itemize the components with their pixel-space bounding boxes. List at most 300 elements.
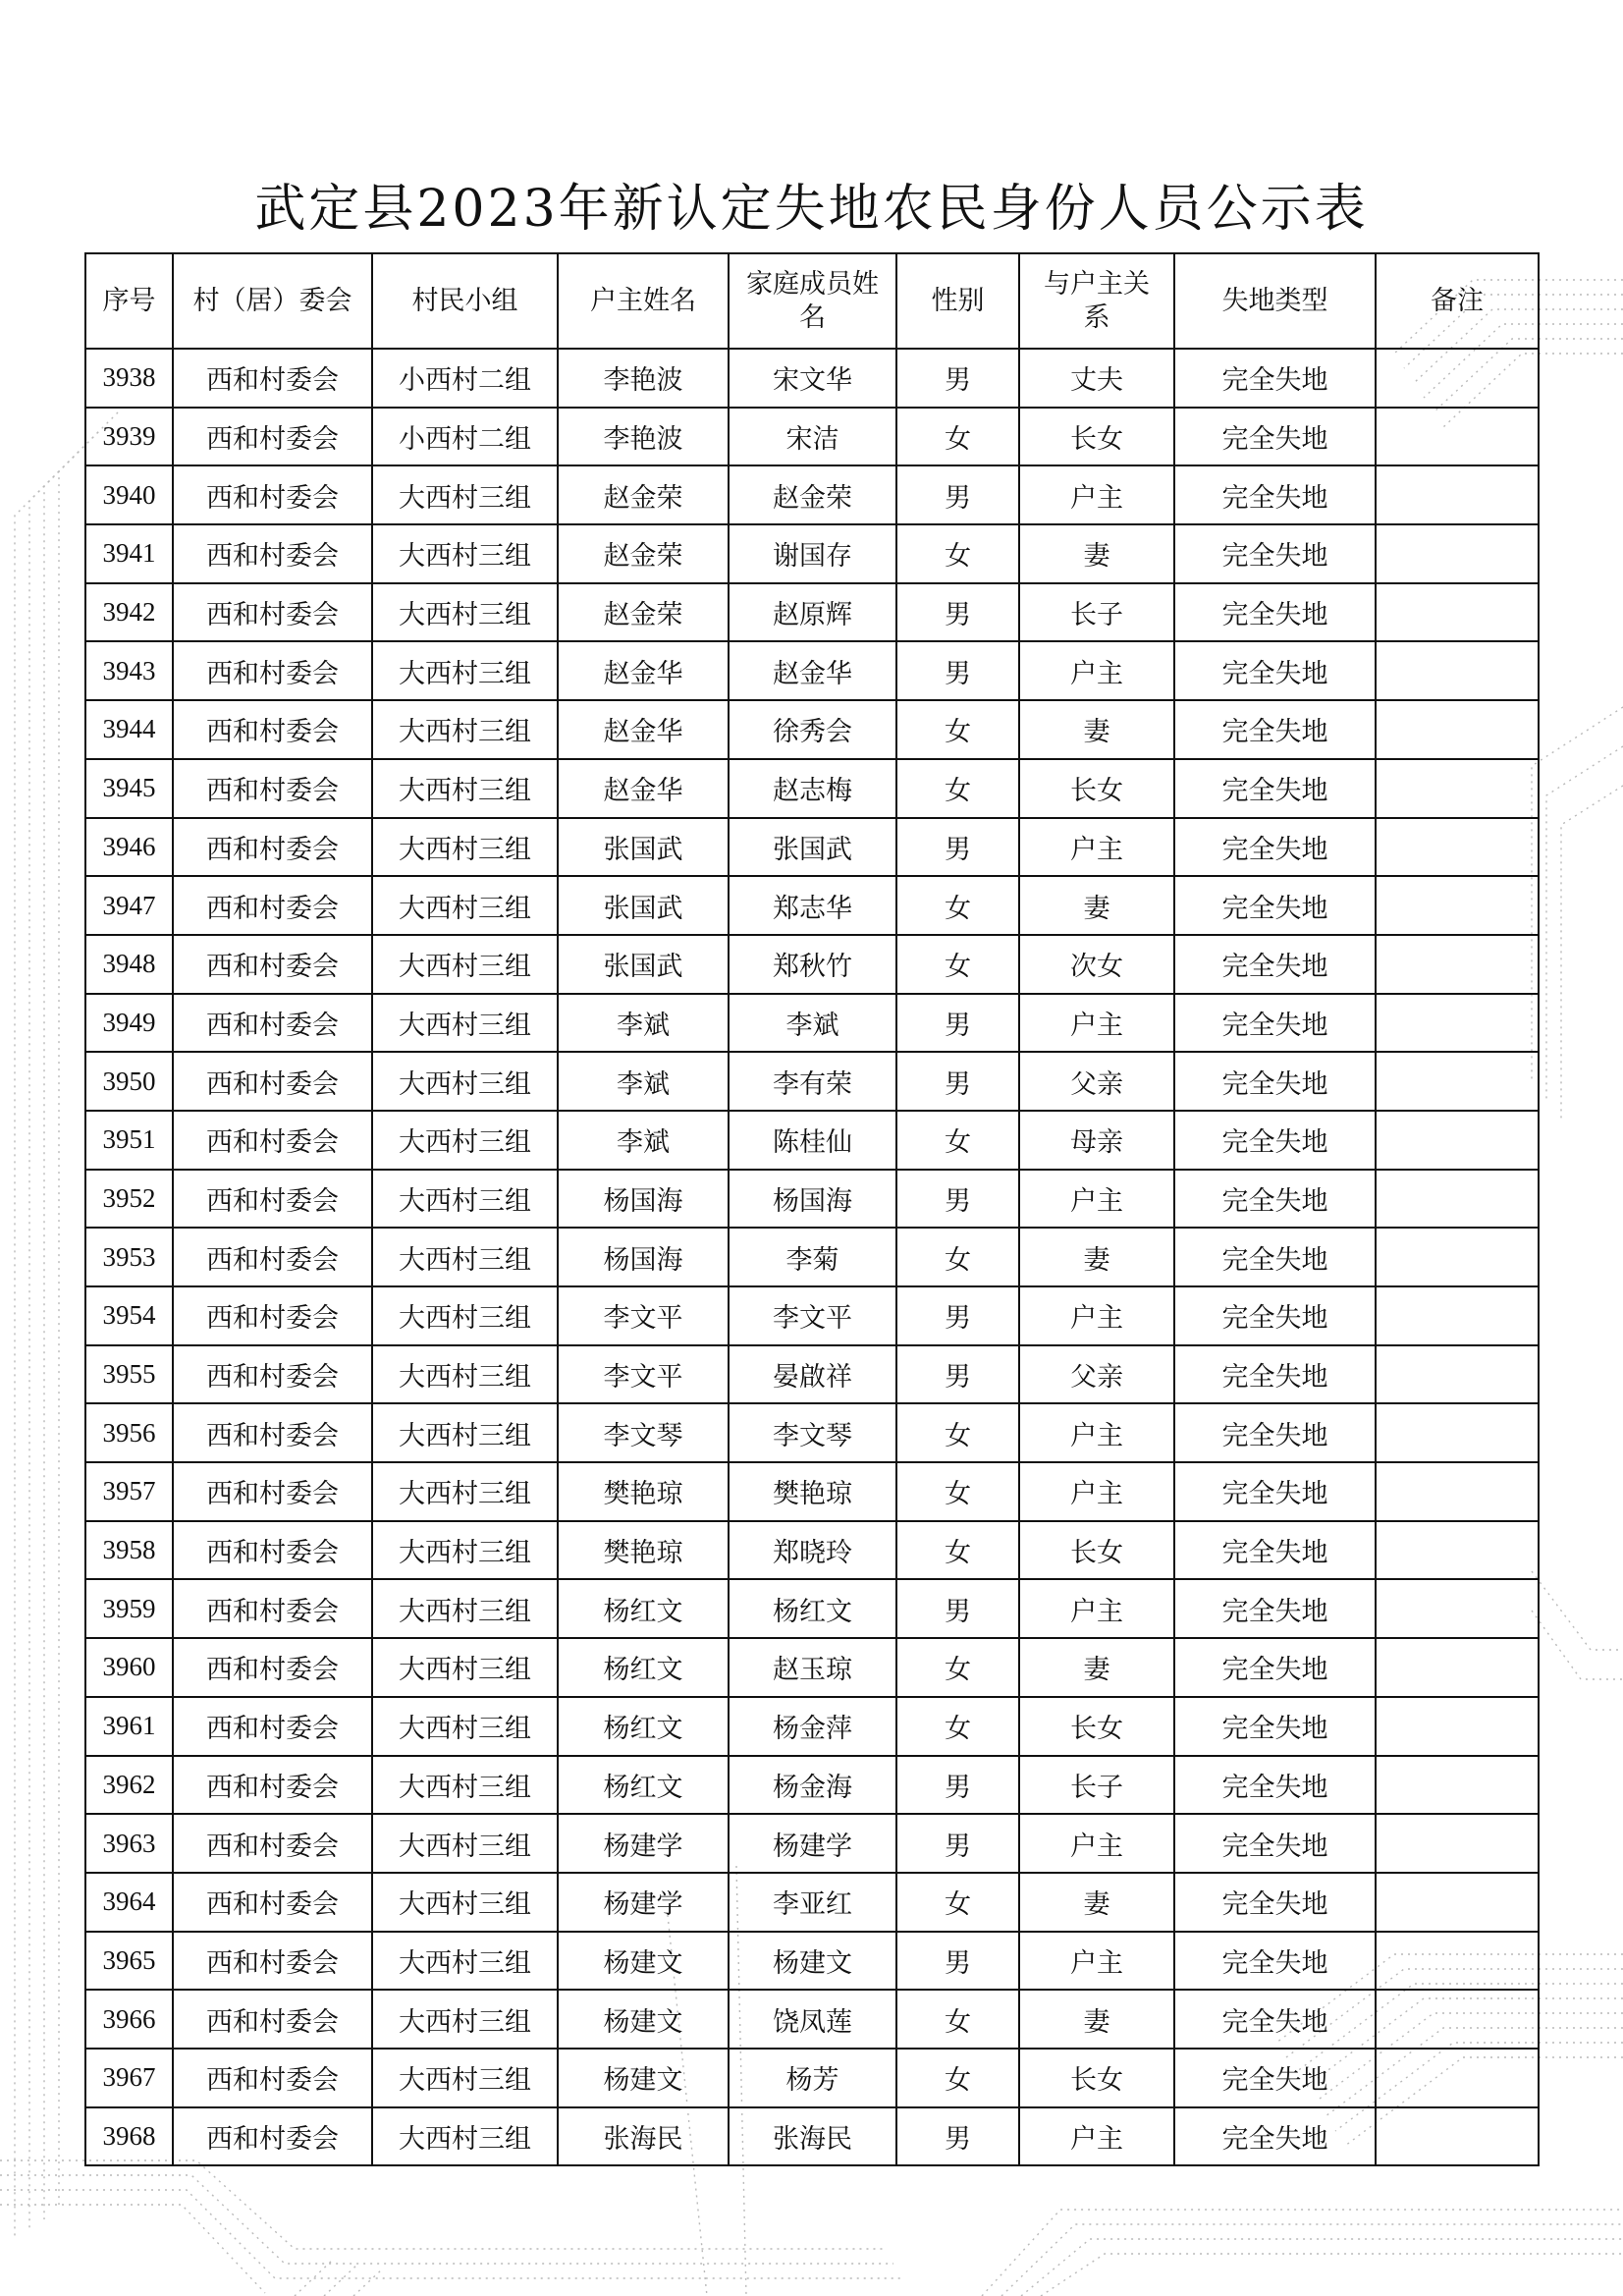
cell-no: 3966 <box>85 1990 173 2049</box>
table-row <box>85 465 1539 524</box>
cell-land-loss-type: 完全失地 <box>1174 1462 1376 1521</box>
cell-remarks <box>1376 2049 1539 2107</box>
cell-land-loss-type: 完全失地 <box>1174 1814 1376 1873</box>
cell-village-committee: 西和村委会 <box>173 1052 372 1111</box>
cell-gender: 男 <box>896 818 1019 877</box>
roster-table <box>84 252 1540 2166</box>
cell-relation: 妻 <box>1019 1990 1174 2049</box>
cell-village-committee: 西和村委会 <box>173 1990 372 2049</box>
cell-land-loss-type: 完全失地 <box>1174 1990 1376 2049</box>
table-row <box>85 524 1539 583</box>
cell-gender: 男 <box>896 1756 1019 1815</box>
header-gender: 性别 <box>896 253 1019 349</box>
table-row <box>85 2107 1539 2166</box>
cell-remarks <box>1376 524 1539 583</box>
cell-relation: 户主 <box>1019 1814 1174 1873</box>
cell-gender: 女 <box>896 1111 1019 1170</box>
cell-village-committee: 西和村委会 <box>173 1286 372 1345</box>
header-row <box>85 253 1539 349</box>
table-row <box>85 994 1539 1053</box>
cell-relation: 户主 <box>1019 994 1174 1053</box>
cell-no: 3968 <box>85 2107 173 2166</box>
table-row <box>85 876 1539 935</box>
cell-householder: 赵金荣 <box>558 524 729 583</box>
cell-householder: 杨红文 <box>558 1579 729 1638</box>
cell-village-committee: 西和村委会 <box>173 935 372 994</box>
cell-householder: 张国武 <box>558 818 729 877</box>
cell-villager-group: 大西村三组 <box>372 759 558 818</box>
cell-land-loss-type: 完全失地 <box>1174 1170 1376 1229</box>
cell-land-loss-type: 完全失地 <box>1174 1052 1376 1111</box>
cell-relation: 母亲 <box>1019 1111 1174 1170</box>
cell-land-loss-type: 完全失地 <box>1174 1228 1376 1286</box>
cell-remarks <box>1376 1697 1539 1756</box>
cell-family-member: 郑秋竹 <box>729 935 896 994</box>
cell-householder: 李艳波 <box>558 349 729 408</box>
cell-remarks <box>1376 408 1539 466</box>
header-remarks: 备注 <box>1376 253 1539 349</box>
cell-householder: 李文平 <box>558 1286 729 1345</box>
cell-no: 3954 <box>85 1286 173 1345</box>
cell-family-member: 杨红文 <box>729 1579 896 1638</box>
cell-land-loss-type: 完全失地 <box>1174 935 1376 994</box>
cell-householder: 杨国海 <box>558 1228 729 1286</box>
cell-land-loss-type: 完全失地 <box>1174 349 1376 408</box>
table-row <box>85 759 1539 818</box>
cell-no: 3967 <box>85 2049 173 2107</box>
cell-villager-group: 小西村二组 <box>372 349 558 408</box>
table-row <box>85 1873 1539 1932</box>
cell-gender: 女 <box>896 1403 1019 1462</box>
cell-no: 3962 <box>85 1756 173 1815</box>
cell-villager-group: 大西村三组 <box>372 524 558 583</box>
cell-village-committee: 西和村委会 <box>173 1521 372 1580</box>
cell-householder: 李文琴 <box>558 1403 729 1462</box>
cell-gender: 男 <box>896 465 1019 524</box>
cell-family-member: 李斌 <box>729 994 896 1053</box>
cell-remarks <box>1376 2107 1539 2166</box>
cell-villager-group: 小西村二组 <box>372 408 558 466</box>
cell-village-committee: 西和村委会 <box>173 994 372 1053</box>
cell-relation: 妻 <box>1019 876 1174 935</box>
cell-village-committee: 西和村委会 <box>173 1462 372 1521</box>
table-row <box>85 641 1539 700</box>
cell-remarks <box>1376 1932 1539 1991</box>
cell-family-member: 宋洁 <box>729 408 896 466</box>
cell-villager-group: 大西村三组 <box>372 1052 558 1111</box>
table-row <box>85 1990 1539 2049</box>
cell-villager-group: 大西村三组 <box>372 1286 558 1345</box>
cell-land-loss-type: 完全失地 <box>1174 1873 1376 1932</box>
table-row <box>85 2049 1539 2107</box>
cell-relation: 妻 <box>1019 1228 1174 1286</box>
cell-householder: 杨建文 <box>558 1932 729 1991</box>
cell-gender: 男 <box>896 1170 1019 1229</box>
cell-relation: 长女 <box>1019 1697 1174 1756</box>
cell-relation: 长女 <box>1019 759 1174 818</box>
cell-gender: 女 <box>896 876 1019 935</box>
cell-villager-group: 大西村三组 <box>372 1111 558 1170</box>
table-row <box>85 583 1539 642</box>
table-row <box>85 408 1539 466</box>
cell-householder: 杨红文 <box>558 1697 729 1756</box>
cell-householder: 赵金荣 <box>558 465 729 524</box>
cell-householder: 李艳波 <box>558 408 729 466</box>
cell-no: 3952 <box>85 1170 173 1229</box>
table-row <box>85 1638 1539 1697</box>
cell-remarks <box>1376 1345 1539 1404</box>
cell-remarks <box>1376 1052 1539 1111</box>
table-row <box>85 700 1539 759</box>
cell-family-member: 赵原辉 <box>729 583 896 642</box>
cell-householder: 赵金荣 <box>558 583 729 642</box>
cell-family-member: 赵金荣 <box>729 465 896 524</box>
cell-gender: 男 <box>896 1345 1019 1404</box>
header-land-loss-type: 失地类型 <box>1174 253 1376 349</box>
cell-villager-group: 大西村三组 <box>372 465 558 524</box>
cell-remarks <box>1376 1170 1539 1229</box>
cell-villager-group: 大西村三组 <box>372 1462 558 1521</box>
cell-village-committee: 西和村委会 <box>173 700 372 759</box>
cell-village-committee: 西和村委会 <box>173 349 372 408</box>
cell-gender: 男 <box>896 2107 1019 2166</box>
cell-no: 3949 <box>85 994 173 1053</box>
cell-householder: 李斌 <box>558 1052 729 1111</box>
cell-family-member: 谢国存 <box>729 524 896 583</box>
table-row <box>85 1462 1539 1521</box>
cell-remarks <box>1376 818 1539 877</box>
table-row <box>85 818 1539 877</box>
table-row <box>85 1286 1539 1345</box>
cell-gender: 女 <box>896 1697 1019 1756</box>
cell-remarks <box>1376 1814 1539 1873</box>
cell-remarks <box>1376 465 1539 524</box>
cell-remarks <box>1376 1521 1539 1580</box>
cell-no: 3960 <box>85 1638 173 1697</box>
cell-villager-group: 大西村三组 <box>372 935 558 994</box>
cell-relation: 长女 <box>1019 2049 1174 2107</box>
cell-relation: 户主 <box>1019 465 1174 524</box>
cell-villager-group: 大西村三组 <box>372 1990 558 2049</box>
cell-villager-group: 大西村三组 <box>372 1756 558 1815</box>
cell-householder: 李斌 <box>558 1111 729 1170</box>
cell-no: 3951 <box>85 1111 173 1170</box>
cell-gender: 女 <box>896 1521 1019 1580</box>
cell-no: 3965 <box>85 1932 173 1991</box>
cell-relation: 户主 <box>1019 1579 1174 1638</box>
cell-gender: 女 <box>896 1228 1019 1286</box>
cell-remarks <box>1376 583 1539 642</box>
cell-land-loss-type: 完全失地 <box>1174 1638 1376 1697</box>
cell-gender: 女 <box>896 1873 1019 1932</box>
cell-relation: 户主 <box>1019 1462 1174 1521</box>
cell-land-loss-type: 完全失地 <box>1174 583 1376 642</box>
cell-family-member: 李亚红 <box>729 1873 896 1932</box>
cell-no: 3947 <box>85 876 173 935</box>
cell-no: 3963 <box>85 1814 173 1873</box>
table-row <box>85 1697 1539 1756</box>
header-no: 序号 <box>85 253 173 349</box>
cell-householder: 杨建学 <box>558 1873 729 1932</box>
cell-villager-group: 大西村三组 <box>372 1873 558 1932</box>
cell-villager-group: 大西村三组 <box>372 818 558 877</box>
cell-relation: 丈夫 <box>1019 349 1174 408</box>
cell-no: 3940 <box>85 465 173 524</box>
cell-land-loss-type: 完全失地 <box>1174 876 1376 935</box>
cell-village-committee: 西和村委会 <box>173 1638 372 1697</box>
cell-relation: 户主 <box>1019 1286 1174 1345</box>
cell-family-member: 郑晓玲 <box>729 1521 896 1580</box>
header-villager-group: 村民小组 <box>372 253 558 349</box>
cell-relation: 户主 <box>1019 641 1174 700</box>
cell-gender: 女 <box>896 700 1019 759</box>
cell-no: 3959 <box>85 1579 173 1638</box>
cell-remarks <box>1376 1462 1539 1521</box>
cell-relation: 父亲 <box>1019 1345 1174 1404</box>
cell-villager-group: 大西村三组 <box>372 583 558 642</box>
cell-land-loss-type: 完全失地 <box>1174 641 1376 700</box>
page-title: 武定县2023年新认定失地农民身份人员公示表 <box>254 180 1369 239</box>
cell-gender: 女 <box>896 408 1019 466</box>
cell-gender: 女 <box>896 1462 1019 1521</box>
cell-village-committee: 西和村委会 <box>173 1814 372 1873</box>
table-row <box>85 1521 1539 1580</box>
cell-family-member: 李菊 <box>729 1228 896 1286</box>
cell-land-loss-type: 完全失地 <box>1174 1579 1376 1638</box>
cell-remarks <box>1376 700 1539 759</box>
cell-gender: 女 <box>896 524 1019 583</box>
cell-village-committee: 西和村委会 <box>173 1228 372 1286</box>
cell-land-loss-type: 完全失地 <box>1174 818 1376 877</box>
cell-householder: 杨红文 <box>558 1756 729 1815</box>
cell-land-loss-type: 完全失地 <box>1174 1697 1376 1756</box>
cell-no: 3946 <box>85 818 173 877</box>
cell-householder: 杨建文 <box>558 1990 729 2049</box>
cell-gender: 男 <box>896 349 1019 408</box>
cell-gender: 女 <box>896 1990 1019 2049</box>
cell-remarks <box>1376 1403 1539 1462</box>
cell-remarks <box>1376 994 1539 1053</box>
cell-village-committee: 西和村委会 <box>173 759 372 818</box>
cell-gender: 女 <box>896 935 1019 994</box>
cell-land-loss-type: 完全失地 <box>1174 465 1376 524</box>
cell-village-committee: 西和村委会 <box>173 876 372 935</box>
cell-village-committee: 西和村委会 <box>173 641 372 700</box>
cell-no: 3938 <box>85 349 173 408</box>
table-row <box>85 1814 1539 1873</box>
cell-land-loss-type: 完全失地 <box>1174 524 1376 583</box>
cell-village-committee: 西和村委会 <box>173 583 372 642</box>
cell-householder: 樊艳琼 <box>558 1462 729 1521</box>
cell-householder: 杨红文 <box>558 1638 729 1697</box>
cell-no: 3943 <box>85 641 173 700</box>
cell-land-loss-type: 完全失地 <box>1174 2049 1376 2107</box>
table-row <box>85 1756 1539 1815</box>
cell-relation: 妻 <box>1019 700 1174 759</box>
header-village-committee: 村（居）委会 <box>173 253 372 349</box>
cell-no: 3942 <box>85 583 173 642</box>
cell-family-member: 杨建学 <box>729 1814 896 1873</box>
cell-relation: 长子 <box>1019 583 1174 642</box>
cell-remarks <box>1376 876 1539 935</box>
table-row <box>85 1170 1539 1229</box>
cell-no: 3961 <box>85 1697 173 1756</box>
cell-householder: 杨建文 <box>558 2049 729 2107</box>
cell-village-committee: 西和村委会 <box>173 465 372 524</box>
cell-villager-group: 大西村三组 <box>372 876 558 935</box>
table-row <box>85 1932 1539 1991</box>
cell-relation: 户主 <box>1019 1170 1174 1229</box>
cell-family-member: 杨国海 <box>729 1170 896 1229</box>
cell-family-member: 赵玉琼 <box>729 1638 896 1697</box>
cell-householder: 樊艳琼 <box>558 1521 729 1580</box>
cell-remarks <box>1376 1286 1539 1345</box>
cell-land-loss-type: 完全失地 <box>1174 1286 1376 1345</box>
header-relation: 与户主关系 <box>1019 253 1174 349</box>
cell-gender: 女 <box>896 2049 1019 2107</box>
cell-remarks <box>1376 1873 1539 1932</box>
cell-remarks <box>1376 1990 1539 2049</box>
table-row <box>85 349 1539 408</box>
cell-villager-group: 大西村三组 <box>372 1814 558 1873</box>
cell-no: 3957 <box>85 1462 173 1521</box>
cell-family-member: 陈桂仙 <box>729 1111 896 1170</box>
cell-villager-group: 大西村三组 <box>372 1228 558 1286</box>
cell-no: 3964 <box>85 1873 173 1932</box>
cell-householder: 李斌 <box>558 994 729 1053</box>
cell-remarks <box>1376 759 1539 818</box>
cell-householder: 赵金华 <box>558 641 729 700</box>
cell-relation: 长女 <box>1019 1521 1174 1580</box>
cell-villager-group: 大西村三组 <box>372 700 558 759</box>
roster-body <box>85 349 1539 2165</box>
cell-no: 3939 <box>85 408 173 466</box>
cell-village-committee: 西和村委会 <box>173 1697 372 1756</box>
cell-land-loss-type: 完全失地 <box>1174 1403 1376 1462</box>
cell-family-member: 杨金海 <box>729 1756 896 1815</box>
cell-villager-group: 大西村三组 <box>372 2107 558 2166</box>
cell-family-member: 杨芳 <box>729 2049 896 2107</box>
cell-village-committee: 西和村委会 <box>173 1170 372 1229</box>
cell-householder: 赵金华 <box>558 700 729 759</box>
cell-villager-group: 大西村三组 <box>372 1345 558 1404</box>
cell-village-committee: 西和村委会 <box>173 1345 372 1404</box>
cell-land-loss-type: 完全失地 <box>1174 408 1376 466</box>
cell-family-member: 饶凤莲 <box>729 1990 896 2049</box>
cell-no: 3945 <box>85 759 173 818</box>
cell-land-loss-type: 完全失地 <box>1174 700 1376 759</box>
cell-relation: 长子 <box>1019 1756 1174 1815</box>
cell-householder: 赵金华 <box>558 759 729 818</box>
cell-gender: 男 <box>896 583 1019 642</box>
cell-land-loss-type: 完全失地 <box>1174 1345 1376 1404</box>
cell-householder: 李文平 <box>558 1345 729 1404</box>
cell-no: 3958 <box>85 1521 173 1580</box>
cell-land-loss-type: 完全失地 <box>1174 1111 1376 1170</box>
cell-villager-group: 大西村三组 <box>372 1170 558 1229</box>
cell-gender: 女 <box>896 759 1019 818</box>
cell-family-member: 李有荣 <box>729 1052 896 1111</box>
cell-relation: 户主 <box>1019 1403 1174 1462</box>
cell-family-member: 樊艳琼 <box>729 1462 896 1521</box>
cell-village-committee: 西和村委会 <box>173 1579 372 1638</box>
cell-village-committee: 西和村委会 <box>173 1873 372 1932</box>
table-row <box>85 935 1539 994</box>
cell-no: 3950 <box>85 1052 173 1111</box>
cell-relation: 户主 <box>1019 2107 1174 2166</box>
cell-land-loss-type: 完全失地 <box>1174 994 1376 1053</box>
header-family-member: 家庭成员姓名 <box>729 253 896 349</box>
cell-village-committee: 西和村委会 <box>173 818 372 877</box>
cell-gender: 女 <box>896 1638 1019 1697</box>
cell-villager-group: 大西村三组 <box>372 641 558 700</box>
cell-gender: 男 <box>896 994 1019 1053</box>
cell-remarks <box>1376 935 1539 994</box>
cell-remarks <box>1376 349 1539 408</box>
cell-family-member: 郑志华 <box>729 876 896 935</box>
cell-no: 3953 <box>85 1228 173 1286</box>
cell-gender: 男 <box>896 641 1019 700</box>
cell-family-member: 宋文华 <box>729 349 896 408</box>
cell-family-member: 李文琴 <box>729 1403 896 1462</box>
cell-villager-group: 大西村三组 <box>372 1697 558 1756</box>
cell-relation: 户主 <box>1019 1932 1174 1991</box>
cell-family-member: 晏啟祥 <box>729 1345 896 1404</box>
cell-village-committee: 西和村委会 <box>173 1403 372 1462</box>
cell-gender: 男 <box>896 1932 1019 1991</box>
cell-no: 3948 <box>85 935 173 994</box>
table-row <box>85 1579 1539 1638</box>
cell-householder: 张国武 <box>558 876 729 935</box>
cell-remarks <box>1376 641 1539 700</box>
cell-gender: 男 <box>896 1286 1019 1345</box>
cell-villager-group: 大西村三组 <box>372 1579 558 1638</box>
cell-village-committee: 西和村委会 <box>173 408 372 466</box>
cell-villager-group: 大西村三组 <box>372 994 558 1053</box>
cell-no: 3955 <box>85 1345 173 1404</box>
table-row <box>85 1228 1539 1286</box>
cell-family-member: 张国武 <box>729 818 896 877</box>
cell-family-member: 赵志梅 <box>729 759 896 818</box>
cell-gender: 男 <box>896 1579 1019 1638</box>
cell-remarks <box>1376 1579 1539 1638</box>
cell-relation: 户主 <box>1019 818 1174 877</box>
cell-village-committee: 西和村委会 <box>173 2107 372 2166</box>
cell-family-member: 杨金萍 <box>729 1697 896 1756</box>
cell-villager-group: 大西村三组 <box>372 1638 558 1697</box>
cell-relation: 妻 <box>1019 524 1174 583</box>
cell-village-committee: 西和村委会 <box>173 2049 372 2107</box>
cell-remarks <box>1376 1756 1539 1815</box>
cell-village-committee: 西和村委会 <box>173 1111 372 1170</box>
cell-land-loss-type: 完全失地 <box>1174 1932 1376 1991</box>
cell-gender: 男 <box>896 1052 1019 1111</box>
cell-village-committee: 西和村委会 <box>173 1932 372 1991</box>
cell-gender: 男 <box>896 1814 1019 1873</box>
cell-remarks <box>1376 1111 1539 1170</box>
cell-householder: 杨建学 <box>558 1814 729 1873</box>
cell-village-committee: 西和村委会 <box>173 524 372 583</box>
cell-no: 3941 <box>85 524 173 583</box>
cell-householder: 张海民 <box>558 2107 729 2166</box>
table-row <box>85 1345 1539 1404</box>
header-householder: 户主姓名 <box>558 253 729 349</box>
cell-land-loss-type: 完全失地 <box>1174 1756 1376 1815</box>
cell-relation: 妻 <box>1019 1873 1174 1932</box>
cell-relation: 长女 <box>1019 408 1174 466</box>
table-row <box>85 1111 1539 1170</box>
cell-remarks <box>1376 1228 1539 1286</box>
